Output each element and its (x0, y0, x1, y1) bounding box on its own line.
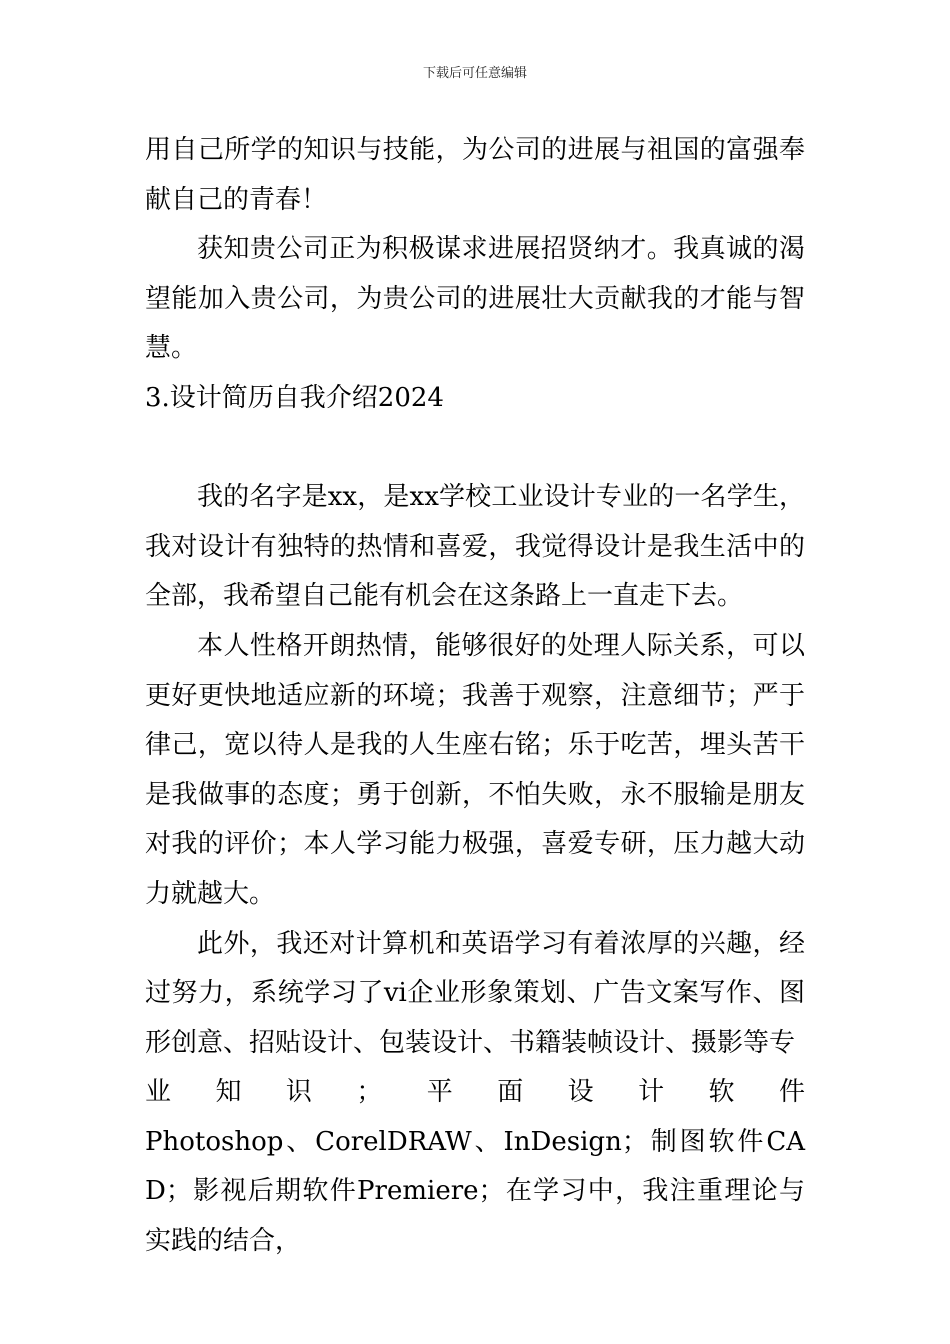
paragraph-5-spread-line (145, 1068, 805, 1118)
spread-char: 计 (638, 1077, 665, 1108)
paragraph-5-end: Photoshop、CorelDRAW、InDesign；制图软件CAD；影视后期软件Premiere；在学习中，我注重理论与实践的结合， (145, 1126, 805, 1257)
page-header: 下载后可任意编辑 (422, 66, 527, 81)
spread-char: 平 (426, 1077, 453, 1108)
document-body (145, 126, 805, 1267)
paragraph-4: 本人性格开朗热情，能够很好的处理人际关系，可以更好更快地适应新的环境；我善于观察，注意细节；严于律己，宽以待人是我的人生座右铭；乐于吃苦，埋头苦干是我做事的态度；勇于创新，不怕失败，永不服输是朋友对我的评价；本人学习能力极强，喜爱专研，压力越大动力就越大。 (145, 630, 805, 909)
spread-char: 件 (778, 1077, 805, 1108)
spread-char: 识 (285, 1077, 312, 1108)
blank-line (145, 424, 805, 474)
section-heading: 3.设计简历自我介绍2024 (145, 382, 444, 413)
spread-char: ； (356, 1077, 383, 1108)
spread-char: 设 (567, 1077, 594, 1108)
spread-char: 业 (145, 1077, 172, 1108)
spread-char: 知 (215, 1077, 242, 1108)
paragraph-3: 我的名字是xx，是xx学校工业设计专业的一名学生，我对设计有独特的热情和喜爱，我觉得设计是我生活中的全部，我希望自己能有机会在这条路上一直走下去。 (145, 482, 805, 612)
spread-char: 软 (708, 1077, 735, 1108)
paragraph-1: 用自己所学的知识与技能，为公司的进展与祖国的富强奉献自己的青春！ (145, 135, 805, 215)
paragraph-2: 获知贵公司正为积极谋求进展招贤纳才。我真诚的渴望能加入贵公司，为贵公司的进展壮大贡献我的才能与智慧。 (145, 234, 805, 364)
paragraph-5-start: 此外，我还对计算机和英语学习有着浓厚的兴趣，经过努力，系统学习了vi企业形象策划、广告文案写作、图形创意、招贴设计、包装设计、书籍装帧设计、摄影等专 (145, 928, 805, 1058)
spread-char: 面 (497, 1077, 524, 1108)
